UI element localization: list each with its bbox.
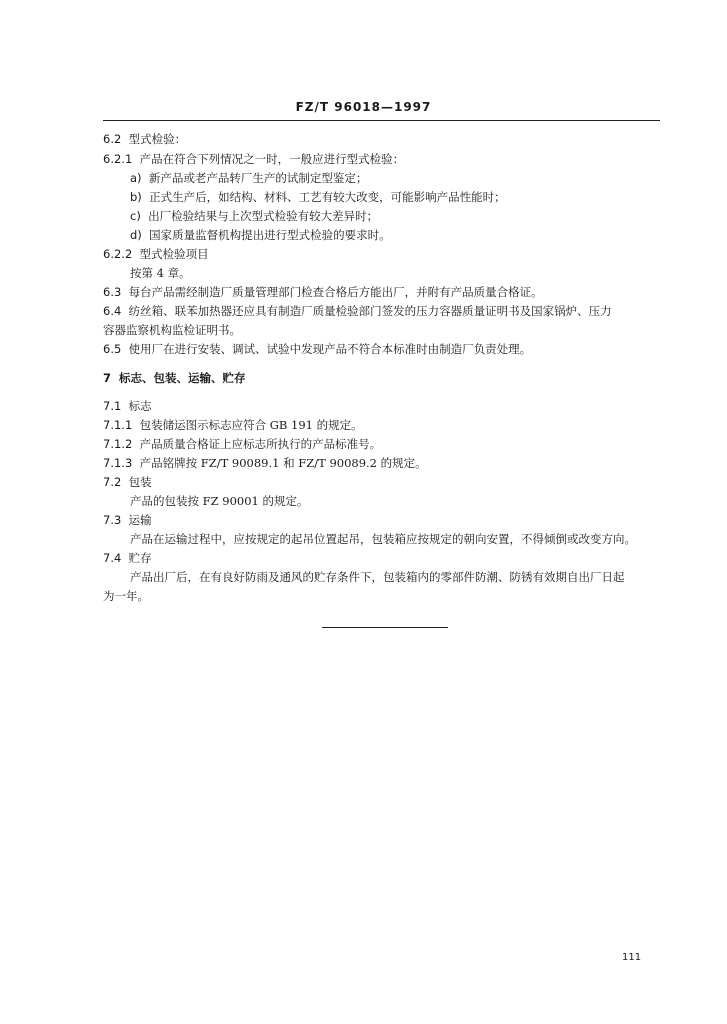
clause-text: 纺丝箱、联苯加热器还应具有制造厂质量检验部门签发的压力容器质量证明书及国家锅炉、压力: [128, 304, 612, 318]
clause-text: 型式检验项目: [139, 247, 209, 261]
clause-text: 容器监察机构监检证明书。: [103, 323, 241, 337]
clause-7-1-1: [103, 417, 363, 433]
list-marker: b): [130, 190, 142, 204]
header-rule: [103, 120, 660, 121]
clause-number: 6.2.2: [103, 247, 133, 261]
clause-number: 6.2.1: [103, 152, 133, 166]
clause-continuation: [103, 322, 241, 338]
list-marker: a): [130, 171, 142, 185]
clause-text: 标志: [128, 399, 152, 413]
clause-6-2-1: [103, 151, 404, 167]
clause-text: 按第 4 章。: [130, 266, 191, 280]
clause-6-5: [103, 341, 531, 357]
clause-continuation: [103, 588, 149, 604]
clause-6-4: [103, 303, 612, 319]
clause-number: 7.3: [103, 513, 122, 527]
list-marker: c): [130, 209, 141, 223]
end-of-document-rule: [322, 627, 448, 628]
list-text: 正式生产后，如结构、材料、工艺有较大改变，可能影响产品性能时；: [149, 190, 506, 204]
list-text: 出厂检验结果与上次型式检验有较大差异时；: [148, 209, 379, 223]
list-text: 国家质量监督机构提出进行型式检验的要求时。: [149, 228, 391, 242]
clause-7-1-2: [103, 436, 381, 452]
clause-text: 产品在运输过程中，应按规定的起吊位置起吊，包装箱应按规定的朝向安置，不得倾倒或改变方向。: [130, 532, 636, 546]
clause-text: 产品质量合格证上应标志所执行的产品标准号。: [139, 437, 382, 451]
clause-continuation: [130, 569, 625, 585]
clause-text: 运输: [128, 513, 152, 527]
clause-number: 7.1: [103, 399, 122, 413]
section-title: 标志、包装、运输、贮存: [119, 371, 246, 385]
clause-continuation: [130, 265, 191, 281]
section-number: 7: [103, 371, 112, 385]
list-item-b: [130, 189, 506, 205]
section-7-heading: [103, 370, 246, 386]
clause-number: 7.1.3: [103, 456, 133, 470]
clause-number: 7.1.2: [103, 437, 133, 451]
page-number: 111: [622, 952, 642, 963]
clause-number: 7.2: [103, 475, 122, 489]
clause-number: 7.1.1: [103, 418, 133, 432]
clause-7-4: [103, 550, 152, 566]
clause-number: 6.5: [103, 342, 122, 356]
clause-text: 为一年。: [103, 589, 149, 603]
clause-7-3: [103, 512, 152, 528]
clause-7-1: [103, 398, 152, 414]
clause-text: 产品的包装按 FZ 90001 的规定。: [130, 494, 309, 508]
clause-6-2-2: [103, 246, 209, 262]
clause-text: 每台产品需经制造厂质量管理部门检查合格后方能出厂，并附有产品质量合格证。: [128, 285, 543, 299]
clause-text: 贮存: [128, 551, 152, 565]
clause-number: 7.4: [103, 551, 122, 565]
clause-text: 产品在符合下列情况之一时，一般应进行型式检验：: [139, 152, 405, 166]
clause-7-2: [103, 474, 152, 490]
list-text: 新产品或老产品转厂生产的试制定型鉴定；: [148, 171, 368, 185]
clause-text: 包装: [128, 475, 152, 489]
standard-code-header: FZ/T 96018—1997: [295, 100, 432, 114]
clause-text: 使用厂在进行安装、调试、试验中发现产品不符合本标准时由制造厂负责处理。: [128, 342, 532, 356]
clause-7-1-3: [103, 455, 427, 471]
clause-text: 产品出厂后，在有良好防雨及通风的贮存条件下，包装箱内的零部件防潮、防锈有效期自出厂日起: [130, 570, 625, 584]
list-item-a: [130, 170, 367, 186]
clause-continuation: [130, 531, 636, 547]
clause-6-2: [103, 131, 186, 147]
clause-number: 6.4: [103, 304, 122, 318]
list-marker: d): [130, 228, 142, 242]
clause-text: 产品铭牌按 FZ/T 90089.1 和 FZ/T 90089.2 的规定。: [139, 456, 427, 470]
clause-text: 包装储运图示标志应符合 GB 191 的规定。: [139, 418, 363, 432]
clause-text: 型式检验：: [128, 132, 187, 146]
clause-number: 6.3: [103, 285, 122, 299]
list-item-c: [130, 208, 378, 224]
list-item-d: [130, 227, 391, 243]
clause-6-3: [103, 284, 543, 300]
clause-continuation: [130, 493, 309, 509]
clause-number: 6.2: [103, 132, 122, 146]
